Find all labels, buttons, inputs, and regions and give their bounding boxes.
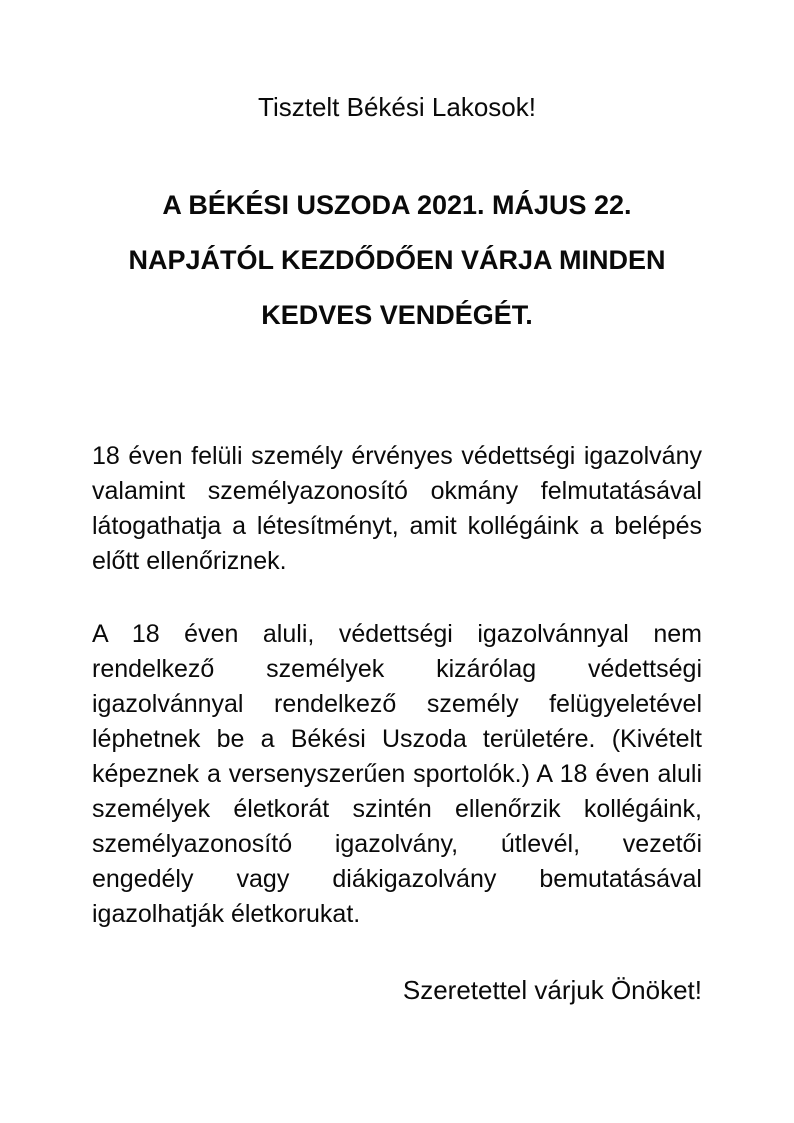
body-paragraph-2: A 18 éven aluli, védettségi igazolvánnyal nem rendelkező személyek kizárólag védettségi igazolvánnyal rendelkező személy felügyeletével léphetnek be a Békési Uszoda területére. (Kivételt képeznek a versenyszerűen sportolók.) A 18 éven aluli személyek életkorát szintén ellenőrzik kollégáink, személyazonosító igazolvány, útlevél, vezetői engedély vagy diákigazolvány bemutatásával igazolhatják életkorukat.	[92, 620, 702, 928]
closing-line: Szeretettel várjuk Önöket!	[402, 975, 702, 1005]
page-title: Tisztelt Békési Lakosok!	[258, 92, 536, 122]
notice-heading: A BÉKÉSI USZODA 2021. MÁJUS 22. NAPJÁTÓL KEZDŐDŐEN VÁRJA MINDEN KEDVES VENDÉGÉT.	[128, 190, 666, 330]
document-body	[92, 439, 702, 932]
body-paragraph-1: 18 éven felüli személy érvényes védettségi igazolvány valamint személyazonosító okmány felmutatásával látogathatja a létesítményt, amit kollégáink a belépés előtt ellenőriznek.	[92, 442, 702, 575]
